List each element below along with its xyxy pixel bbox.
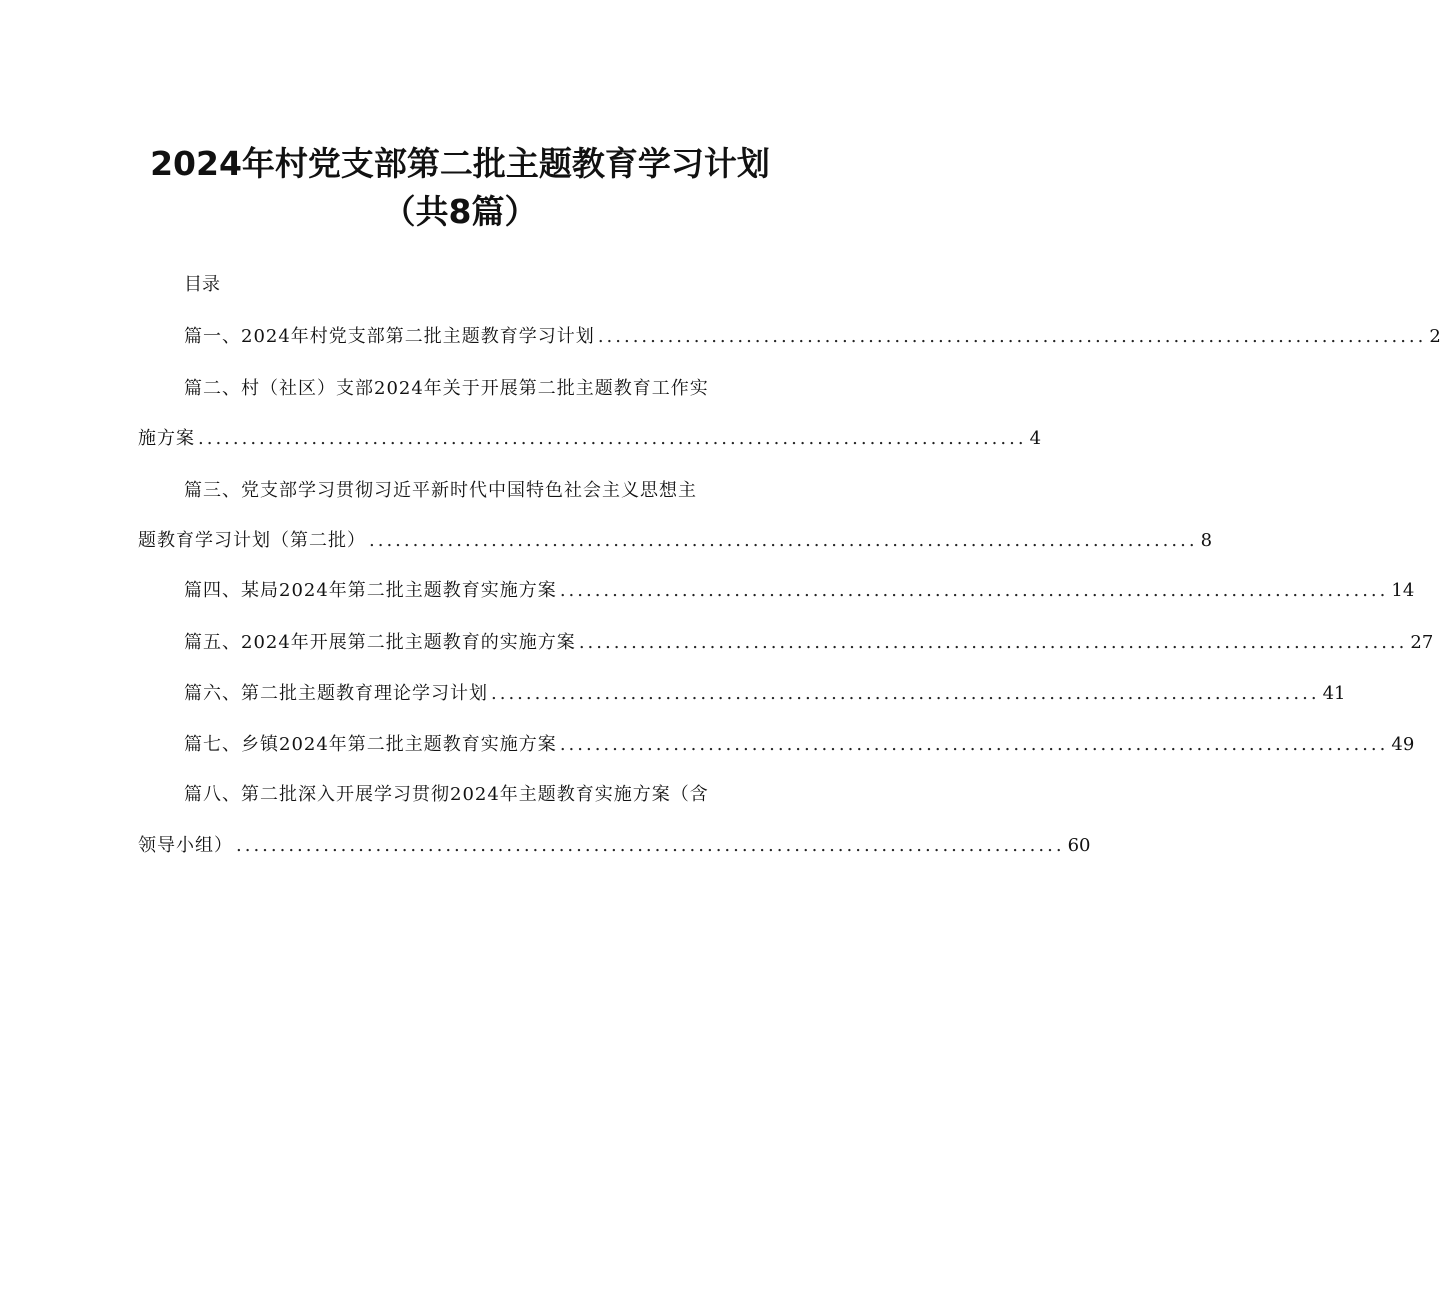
toc-page-number: 8 [1200, 530, 1213, 551]
toc-leader-dots: ............................................................................................... [369, 530, 1198, 551]
toc-page-number: 60 [1067, 835, 1091, 856]
toc-entry-2-line1[interactable]: 篇二、村（社区）支部2024年关于开展第二批主题教育工作实 [184, 378, 709, 399]
toc-entry-2[interactable] [138, 424, 1042, 452]
toc-entry-3-line1[interactable]: 篇三、党支部学习贯彻习近平新时代中国特色社会主义思想主 [184, 480, 697, 501]
toc-page-number: 49 [1391, 734, 1415, 755]
toc-leader-dots: ............................................................................................... [597, 326, 1427, 347]
toc-entry-title: 篇七、乡镇2024年第二批主题教育实施方案 [184, 734, 557, 755]
toc-entry-title: 题教育学习计划（第二批） [138, 530, 366, 551]
document-title: 2024年村党支部第二批主题教育学习计划 [150, 144, 770, 183]
toc-entry-title: 领导小组） [138, 835, 233, 856]
toc-leader-dots: ............................................................................................... [578, 632, 1408, 653]
toc-page-number: 41 [1322, 683, 1346, 704]
toc-entry-title: 篇五、2024年开展第二批主题教育的实施方案 [184, 632, 576, 653]
toc-entry-title: 篇四、某局2024年第二批主题教育实施方案 [184, 580, 557, 601]
toc-leader-dots: ............................................................................................... [198, 428, 1027, 449]
toc-heading: 目录 [184, 274, 220, 295]
toc-leader-dots: ............................................................................................... [236, 835, 1065, 856]
toc-leader-dots: ............................................................................................... [559, 580, 1389, 601]
toc-page-number: 14 [1391, 580, 1415, 601]
toc-entry-title: 篇一、2024年村党支部第二批主题教育学习计划 [184, 326, 595, 347]
toc-entry-6[interactable] [184, 679, 1346, 707]
toc-entry-4[interactable] [184, 576, 1415, 604]
toc-entry-title: 施方案 [138, 428, 195, 449]
toc-entry-7[interactable] [184, 730, 1415, 758]
toc-entry-5[interactable] [184, 628, 1434, 656]
toc-entry-title: 篇六、第二批主题教育理论学习计划 [184, 683, 488, 704]
toc-leader-dots: ............................................................................................... [491, 683, 1320, 704]
toc-entry-8-line1[interactable]: 篇八、第二批深入开展学习贯彻2024年主题教育实施方案（含 [184, 784, 709, 805]
toc-page-number: 2 [1429, 326, 1441, 347]
toc-page-number: 4 [1029, 428, 1042, 449]
toc-leader-dots: ............................................................................................... [559, 734, 1389, 755]
toc-entry-3[interactable] [138, 526, 1213, 554]
document-subtitle: （共8篇） [382, 192, 538, 231]
toc-entry-1[interactable] [184, 322, 1441, 350]
toc-page-number: 27 [1410, 632, 1434, 653]
toc-entry-8[interactable] [138, 831, 1091, 859]
